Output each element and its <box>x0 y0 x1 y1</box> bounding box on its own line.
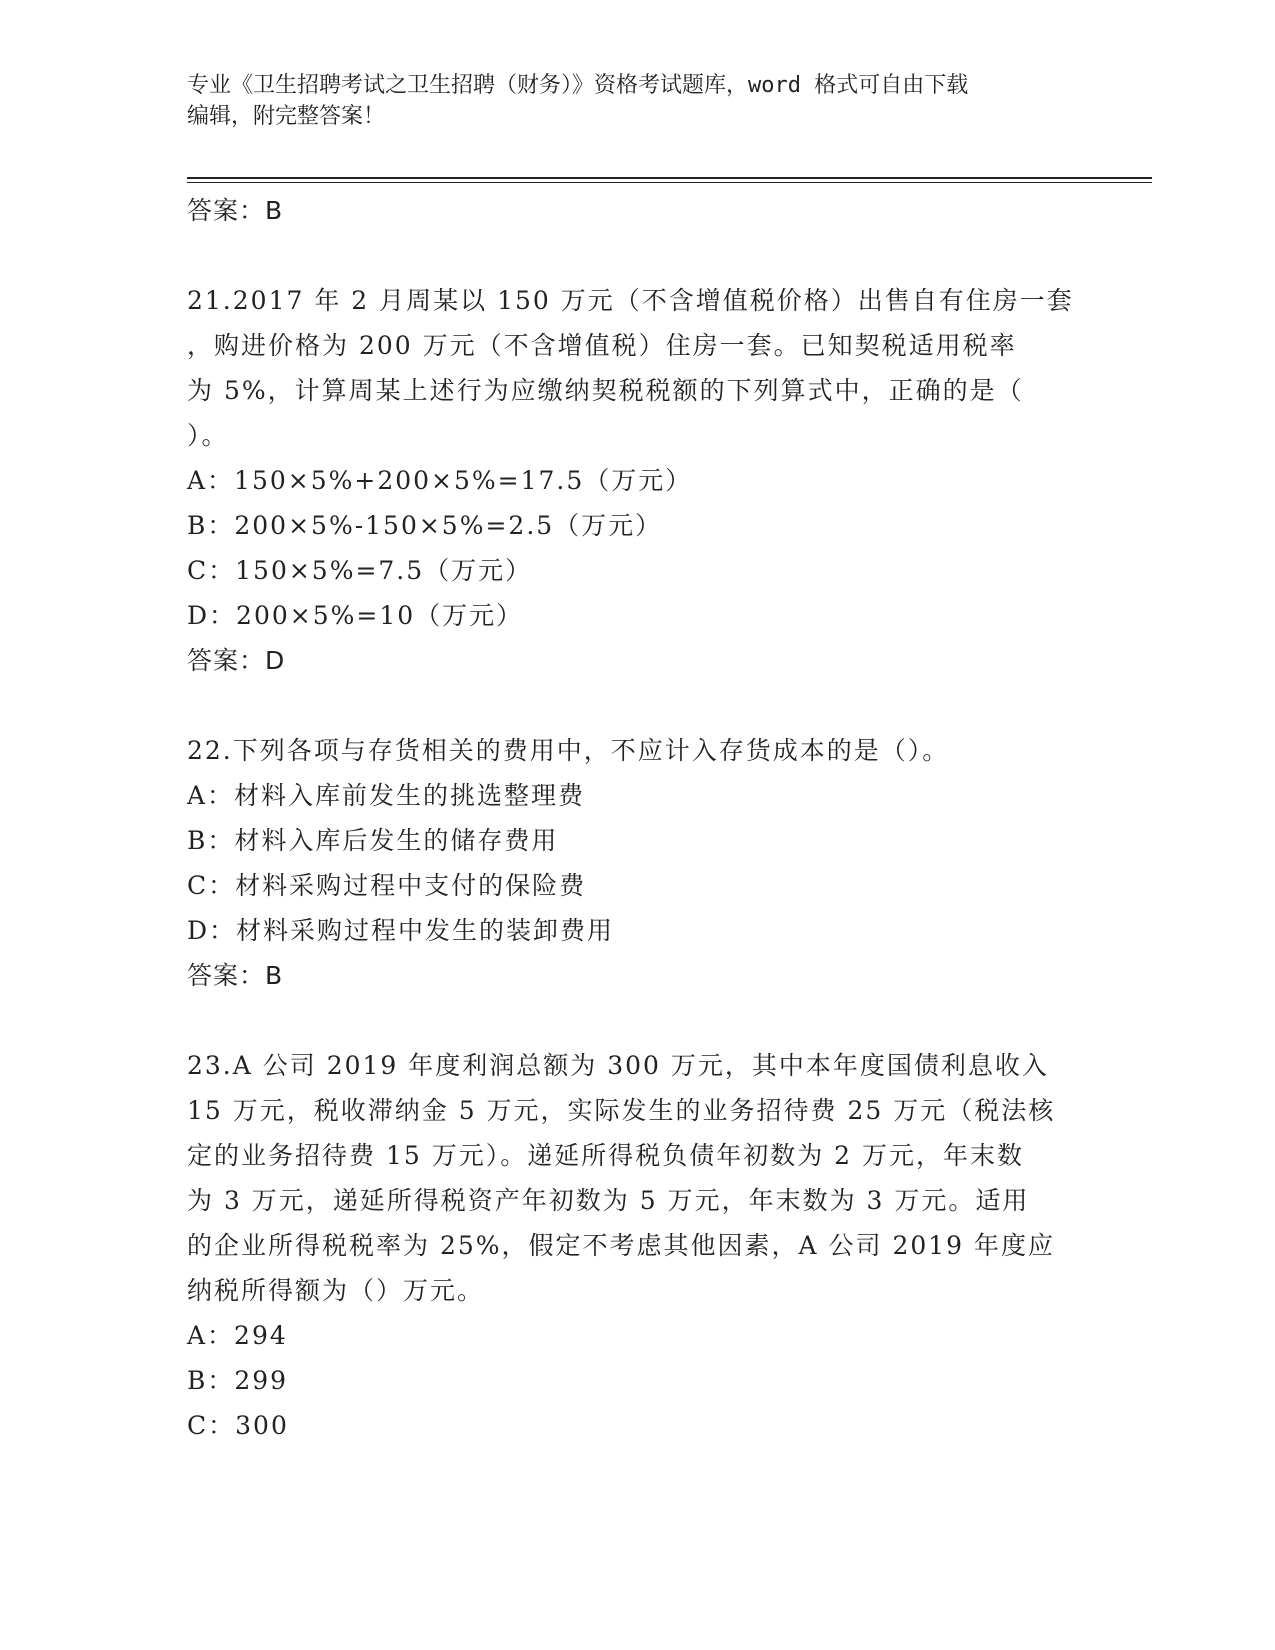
option-a: A：材料入库前发生的挑选整理费 <box>187 781 586 810</box>
option-b: B：299 <box>187 1366 289 1395</box>
option-a: A：294 <box>187 1321 288 1350</box>
question-content <box>187 188 1087 1448</box>
option-c: C：300 <box>187 1411 289 1440</box>
question-text-line: 定的业务招待费 15 万元）。递延所得税负债年初数为 2 万元，年末数 <box>187 1141 1025 1170</box>
question-23 <box>187 1043 1087 1448</box>
option-b: B：材料入库后发生的储存费用 <box>187 826 559 855</box>
header-rule <box>187 177 1152 179</box>
header-line-1: 专业《卫生招聘考试之卫生招聘（财务）》资格考试题库，word 格式可自由下载 <box>187 73 969 98</box>
option-c: C：材料采购过程中支付的保险费 <box>187 871 587 900</box>
question-text-line: 22.下列各项与存货相关的费用中，不应计入存货成本的是（）。 <box>187 736 950 765</box>
question-text-line: 21.2017 年 2 月周某以 150 万元（不含增值税价格）出售自有住房一套 <box>187 286 1074 315</box>
question-22 <box>187 728 1087 998</box>
option-d: D：材料采购过程中发生的装卸费用 <box>187 916 615 945</box>
page-header <box>187 70 1087 132</box>
question-text-line: ，购进价格为 200 万元（不含增值税）住房一套。已知契税适用税率 <box>187 331 1017 360</box>
question-text-line: 23.A 公司 2019 年度利润总额为 300 万元，其中本年度国债利息收入 <box>187 1051 1049 1080</box>
question-21 <box>187 278 1087 683</box>
option-a: A：150×5%+200×5%=17.5（万元） <box>187 466 693 495</box>
question-text-line: 的企业所得税税率为 25%，假定不考虑其他因素，A 公司 2019 年度应 <box>187 1231 1056 1260</box>
question-text-line: ）。 <box>187 421 229 450</box>
answer-label: 答案：B <box>187 196 284 225</box>
answer-label: 答案：B <box>187 961 284 990</box>
question-text-line: 15 万元，税收滞纳金 5 万元，实际发生的业务招待费 25 万元（税法核 <box>187 1096 1056 1125</box>
header-rule-thin <box>187 182 1152 183</box>
option-d: D：200×5%=10（万元） <box>187 601 524 630</box>
question-text-line: 为 3 万元，递延所得税资产年初数为 5 万元，年末数为 3 万元。适用 <box>187 1186 1030 1215</box>
answer-label: 答案：D <box>187 646 286 675</box>
option-c: C：150×5%=7.5（万元） <box>187 556 533 585</box>
option-b: B：200×5%-150×5%=2.5（万元） <box>187 511 663 540</box>
header-line-2: 编辑，附完整答案！ <box>187 104 386 129</box>
question-text-line: 纳税所得额为（）万元。 <box>187 1276 485 1305</box>
question-text-line: 为 5%，计算周某上述行为应缴纳契税税额的下列算式中，正确的是（ <box>187 376 1024 405</box>
